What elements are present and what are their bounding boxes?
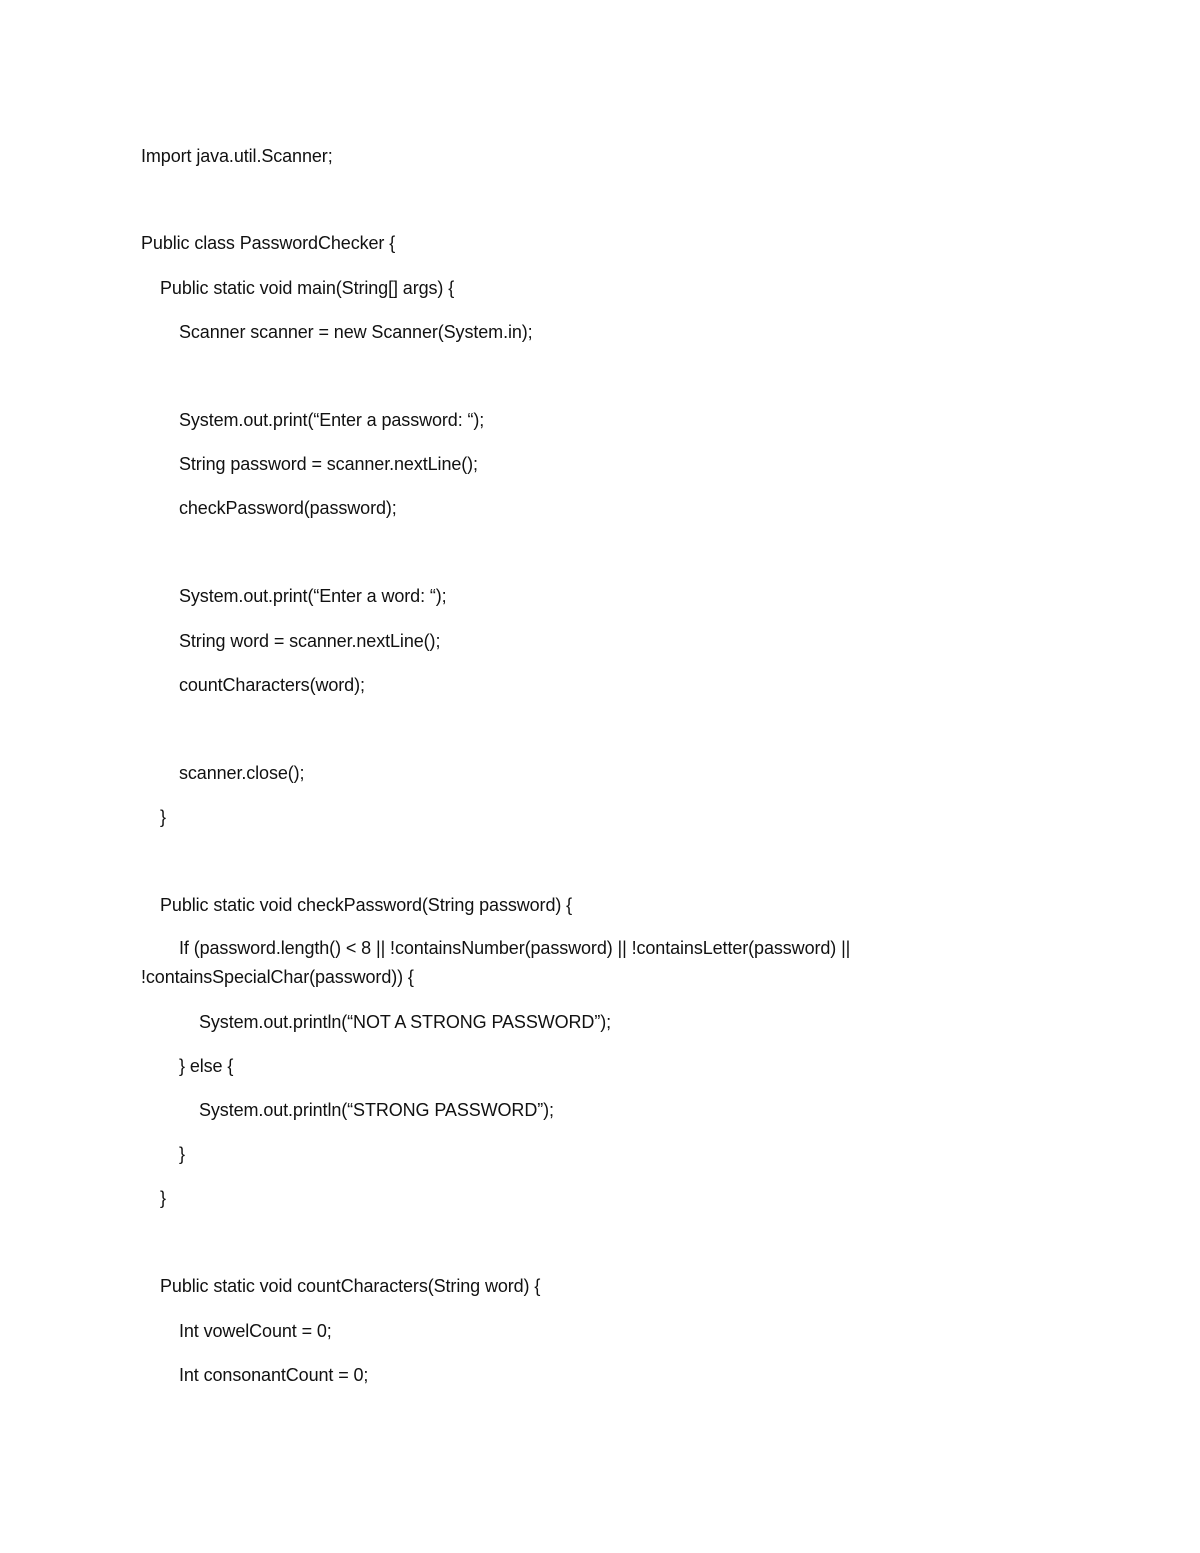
code-line-print-strong: System.out.println(“STRONG PASSWORD”); [199, 1100, 554, 1120]
code-line-scanner-init: Scanner scanner = new Scanner(System.in); [179, 322, 533, 342]
code-line-print-word-prompt: System.out.print(“Enter a word: “); [179, 586, 447, 606]
code-line-count-characters-call: countCharacters(word); [179, 675, 365, 695]
code-line-vowel-count: Int vowelCount = 0; [179, 1321, 332, 1341]
code-line-read-word: String word = scanner.nextLine(); [179, 631, 441, 651]
code-line-check-password-call: checkPassword(password); [179, 498, 397, 518]
code-line-check-password-signature: Public static void checkPassword(String password) { [160, 895, 573, 915]
code-line-import: Import java.util.Scanner; [141, 146, 333, 166]
code-line-print-password-prompt: System.out.print(“Enter a password: “); [179, 410, 485, 430]
code-line-class-declaration: Public class PasswordChecker { [141, 233, 396, 253]
code-line-main-close-brace: } [160, 807, 166, 827]
code-line-scanner-close: scanner.close(); [179, 763, 305, 783]
code-line-if-condition: If (password.length() < 8 || !containsNumber(password) || !containsLetter(password) || !containsSpecialChar(password)) { [141, 938, 851, 987]
code-line-print-not-strong: System.out.println(“NOT A STRONG PASSWORD”); [199, 1012, 612, 1032]
code-line-main-signature: Public static void main(String[] args) { [160, 278, 455, 298]
code-line-consonant-count: Int consonantCount = 0; [179, 1365, 369, 1385]
code-line-else: } else { [179, 1056, 234, 1076]
code-line-read-password: String password = scanner.nextLine(); [179, 454, 478, 474]
code-line-check-password-close-brace: } [160, 1188, 166, 1208]
code-line-count-characters-signature: Public static void countCharacters(String word) { [160, 1276, 541, 1296]
code-line-if-close-brace: } [179, 1144, 185, 1164]
